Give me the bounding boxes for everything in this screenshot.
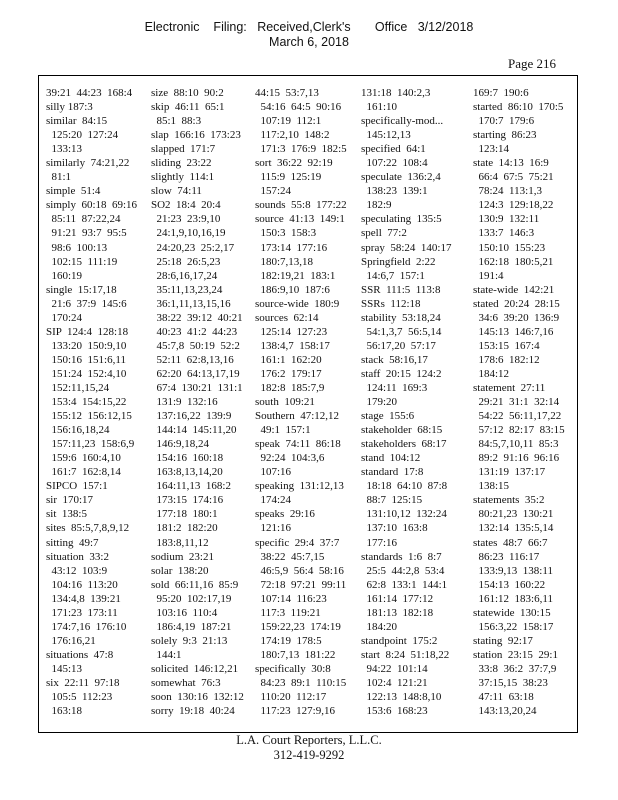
hearing-date: March 6, 2018: [269, 35, 349, 49]
index-entry: 49:1 157:1: [255, 424, 311, 437]
index-entry: sources 62:14: [255, 311, 319, 324]
index-entry: similar 84:15: [46, 115, 108, 128]
index-entry: 43:12 103:9: [46, 564, 108, 577]
index-entry: 184:12: [473, 367, 510, 380]
index-entry: 92:24 104:3,6: [255, 452, 325, 465]
index-entry: states 48:7 66:7: [473, 536, 548, 549]
index-column-5: [473, 86, 565, 718]
index-entry: standards 1:6 8:7: [361, 550, 442, 563]
index-entry: 154:16 160:18: [151, 452, 224, 465]
index-entry: 66:4 67:5 75:21: [473, 171, 554, 184]
index-entry: specified 64:1: [361, 143, 426, 156]
index-entry: slow 74:11: [151, 185, 202, 198]
index-entry: stability 53:18,24: [361, 311, 441, 324]
index-entry: 24:20,23 25:2,17: [151, 241, 235, 254]
index-entry: 152:11,15,24: [46, 381, 110, 394]
index-entry: somewhat 76:3: [151, 676, 221, 689]
index-entry: 181:2 182:20: [151, 522, 218, 535]
filing-stamp: Electronic Filing: Received,Clerk's Office 3/12/2018: [144, 20, 474, 34]
index-entry: 62:8 133:1 144:1: [361, 578, 448, 591]
index-entry: 25:5 44:2,8 53:4: [361, 564, 445, 577]
index-entry: situations 47:8: [46, 648, 114, 661]
index-entry: slap 166:16 173:23: [151, 129, 241, 142]
index-entry: 133:7 146:3: [473, 227, 535, 240]
index-entry: 117:3 119:21: [255, 606, 321, 619]
index-entry: station 23:15 29:1: [473, 648, 558, 661]
index-entry: 182:19,21 183:1: [255, 269, 336, 282]
index-entry: 14:6,7 157:1: [361, 269, 425, 282]
court-reporter-footer: [0, 733, 618, 763]
index-entry: 160:19: [46, 269, 83, 282]
index-entry: spray 58:24 140:17: [361, 241, 452, 254]
filing-header: [0, 20, 618, 50]
index-entry: 72:18 97:21 99:11: [255, 578, 347, 591]
index-column-3: [255, 86, 347, 718]
index-entry: soon 130:16 132:12: [151, 691, 244, 704]
index-entry: 24:1,9,10,16,19: [151, 227, 226, 240]
index-entry: 156:16,18,24: [46, 424, 110, 437]
index-entry: 191:4: [473, 269, 504, 282]
index-entry: 153:6 168:23: [361, 705, 428, 718]
index-entry: simply 60:18 69:16: [46, 199, 138, 212]
index-entry: south 109:21: [255, 396, 315, 409]
index-entry: 151:24 152:4,10: [46, 367, 127, 380]
index-entry: 163:18: [46, 705, 83, 718]
index-entry: 138:4,7 158:17: [255, 339, 330, 352]
index-entry: 54:22 56:11,17,22: [473, 410, 562, 423]
index-entry: 184:20: [361, 620, 398, 633]
index-entry: source 41:13 149:1: [255, 213, 345, 226]
index-entry: 98:6 100:13: [46, 241, 108, 254]
index-entry: skip 46:11 65:1: [151, 101, 225, 114]
index-entry: 153:15 167:4: [473, 339, 540, 352]
index-entry: 182:8 185:7,9: [255, 381, 325, 394]
index-entry: Springfield 2:22: [361, 255, 436, 268]
index-entry: 18:18 64:10 87:8: [361, 480, 448, 493]
index-entry: 85:11 87:22,24: [46, 213, 121, 226]
index-entry: 180:7,13 181:22: [255, 648, 336, 661]
index-entry: 105:5 112:23: [46, 691, 113, 704]
index-entry: 47:11 63:18: [473, 691, 534, 704]
index-entry: 57:12 82:17 83:15: [473, 424, 565, 437]
index-entry: SIP 124:4 128:18: [46, 325, 129, 338]
index-entry: 45:7,8 50:19 52:2: [151, 339, 240, 352]
index-entry: 155:12 156:12,15: [46, 410, 132, 423]
index-entry: 91:21 93:7 95:5: [46, 227, 127, 240]
index-entry: 176:16,21: [46, 634, 96, 647]
index-entry: 21:23 23:9,10: [151, 213, 221, 226]
index-entry: 180:7,13,18: [255, 255, 314, 268]
index-entry: 34:6 39:20 136:9: [473, 311, 560, 324]
index-entry: 117:2,10 148:2: [255, 129, 330, 142]
index-entry: solely 9:3 21:13: [151, 634, 228, 647]
index-entry: sir 170:17: [46, 494, 94, 507]
index-entry: SSR 111:5 113:8: [361, 283, 441, 296]
index-entry: SSRs 112:18: [361, 297, 421, 310]
index-entry: 145:12,13: [361, 129, 411, 142]
index-entry: 173:14 177:16: [255, 241, 328, 254]
index-entry: stakeholders 68:17: [361, 438, 447, 451]
index-entry: 163:8,13,14,20: [151, 466, 223, 479]
index-entry: solicited 146:12,21: [151, 662, 239, 675]
index-entry: stage 155:6: [361, 410, 415, 423]
index-entry: 39:21 44:23 168:4: [46, 87, 133, 99]
page-number: Page 216: [507, 56, 556, 71]
index-entry: 176:2 179:17: [255, 367, 322, 380]
index-entry: 161:10: [361, 101, 398, 114]
index-entry: 122:13 148:8,10: [361, 691, 442, 704]
index-entry: sliding 23:22: [151, 157, 212, 170]
index-entry: 29:21 31:1 32:14: [473, 396, 560, 409]
index-entry: 145:13: [46, 662, 83, 675]
index-entry: 104:16 113:20: [46, 578, 118, 591]
index-entry: 156:3,22 158:17: [473, 620, 554, 633]
index-entry: 133:13: [46, 143, 83, 156]
index-entry: 54:1,3,7 56:5,14: [361, 325, 442, 338]
index-entry: 161:12 183:6,11: [473, 592, 553, 605]
index-entry: 146:9,18,24: [151, 438, 210, 451]
index-entry: 56:17,20 57:17: [361, 339, 436, 352]
index-entry: 179:20: [361, 396, 398, 409]
index-entry: 133:9,13 138:11: [473, 564, 553, 577]
index-entry: 186:4,19 187:21: [151, 620, 232, 633]
index-entry: 161:7 162:8,14: [46, 466, 121, 479]
index-entry: speaking 131:12,13: [255, 480, 344, 493]
index-entry: 159:22,23 174:19: [255, 620, 341, 633]
index-entry: 121:16: [255, 522, 292, 535]
index-entry: 102:4 121:21: [361, 676, 428, 689]
index-entry: standpoint 175:2: [361, 634, 438, 647]
index-entry: 110:20 112:17: [255, 691, 327, 704]
reporter-phone: 312-419-9292: [273, 748, 345, 762]
index-entry: 28:6,16,17,24: [151, 269, 218, 282]
index-entry: started 86:10 170:5: [473, 101, 564, 114]
index-entry: 107:14 116:23: [255, 592, 327, 605]
index-entry: 137:16,22 139:9: [151, 410, 232, 423]
index-entry: stack 58:16,17: [361, 353, 428, 366]
index-entry: 62:20 64:13,17,19: [151, 367, 240, 380]
index-entry: 67:4 130:21 131:1: [151, 381, 243, 394]
index-entry: 143:13,20,24: [473, 705, 537, 718]
index-entry: 174:7,16 176:10: [46, 620, 127, 633]
index-entry: sitting 49:7: [46, 536, 99, 549]
index-entry: 178:6 182:12: [473, 353, 540, 366]
index-entry: 162:18 180:5,21: [473, 255, 554, 268]
index-entry: speculating 135:5: [361, 213, 442, 226]
index-entry: simple 51:4: [46, 185, 101, 198]
index-entry: slapped 171:7: [151, 143, 216, 156]
index-entry: starting 86:23: [473, 129, 537, 142]
index-entry: standard 17:8: [361, 466, 424, 479]
index-entry: solar 138:20: [151, 564, 209, 577]
index-entry: specifically 30:8: [255, 662, 331, 675]
index-entry: 21:6 37:9 145:6: [46, 297, 127, 310]
index-entry: 46:5,9 56:4 58:16: [255, 564, 344, 577]
index-entry: 164:11,13 168:2: [151, 480, 231, 493]
index-entry: speaks 29:16: [255, 508, 315, 521]
index-entry: silly 187:3: [46, 101, 93, 114]
index-entry: statements 35:2: [473, 494, 545, 507]
index-column-2: [151, 86, 244, 718]
index-entry: 103:16 110:4: [151, 606, 218, 619]
index-entry: stakeholder 68:15: [361, 424, 443, 437]
index-entry: 130:9 132:11: [473, 213, 540, 226]
index-entry: 177:18 180:1: [151, 508, 218, 521]
index-entry: 159:6 160:4,10: [46, 452, 121, 465]
index-entry: 161:1 162:20: [255, 353, 322, 366]
index-entry: statement 27:11: [473, 381, 546, 394]
index-entry: staff 20:15 124:2: [361, 367, 442, 380]
index-entry: 181:13 182:18: [361, 606, 434, 619]
index-entry: SIPCO 157:1: [46, 480, 108, 493]
index-entry: 169:7 190:6: [473, 87, 529, 99]
index-box: [38, 75, 578, 733]
index-entry: 37:15,15 38:23: [473, 676, 548, 689]
index-entry: 170:7 179:6: [473, 115, 535, 128]
index-entry: 138:15: [473, 480, 510, 493]
index-entry: 132:14 135:5,14: [473, 522, 554, 535]
index-entry: 86:23 116:17: [473, 550, 540, 563]
index-entry: sit 138:5: [46, 508, 87, 521]
index-entry: 84:5,7,10,11 85:3: [473, 438, 559, 451]
index-entry: 150:16 151:6,11: [46, 353, 126, 366]
index-entry: 157:11,23 158:6,9: [46, 438, 135, 451]
index-entry: slightly 114:1: [151, 171, 215, 184]
index-entry: 38:22 39:12 40:21: [151, 311, 243, 324]
index-entry: 133:20 150:9,10: [46, 339, 127, 352]
index-entry: 107:16: [255, 466, 292, 479]
index-entry: statewide 130:15: [473, 606, 551, 619]
index-entry: stating 92:17: [473, 634, 533, 647]
index-entry: single 15:17,18: [46, 283, 117, 296]
index-entry: 88:7 125:15: [361, 494, 423, 507]
index-entry: 144:14 145:11,20: [151, 424, 237, 437]
index-entry: spell 77:2: [361, 227, 407, 240]
reporter-name: L.A. Court Reporters, L.L.C.: [236, 733, 382, 747]
index-entry: 124:11 169:3: [361, 381, 428, 394]
index-entry: 54:16 64:5 90:16: [255, 101, 342, 114]
index-entry: 134:4,8 139:21: [46, 592, 121, 605]
index-entry: 52:11 62:8,13,16: [151, 353, 234, 366]
index-entry: 154:13 160:22: [473, 578, 546, 591]
index-entry: 125:14 127:23: [255, 325, 328, 338]
index-entry: 150:10 155:23: [473, 241, 546, 254]
index-entry: 94:22 101:14: [361, 662, 428, 675]
index-entry: 145:13 146:7,16: [473, 325, 554, 338]
index-entry: 173:15 174:16: [151, 494, 224, 507]
index-entry: state-wide 142:21: [473, 283, 555, 296]
index-entry: 85:1 88:3: [151, 115, 202, 128]
index-entry: sounds 55:8 177:22: [255, 199, 347, 212]
index-entry: 138:23 139:1: [361, 185, 428, 198]
index-entry: 131:9 132:16: [151, 396, 218, 409]
index-entry: 107:19 112:1: [255, 115, 322, 128]
index-entry: 157:24: [255, 185, 292, 198]
index-entry: Southern 47:12,12: [255, 410, 340, 423]
index-entry: 36:1,11,13,15,16: [151, 297, 231, 310]
index-entry: 115:9 125:19: [255, 171, 322, 184]
index-entry: 186:9,10 187:6: [255, 283, 330, 296]
index-entry: 80:21,23 130:21: [473, 508, 554, 521]
index-entry: 125:20 127:24: [46, 129, 119, 142]
index-entry: 171:3 176:9 182:5: [255, 143, 347, 156]
index-entry: 44:15 53:7,13: [255, 87, 319, 99]
index-entry: 171:23 173:11: [46, 606, 118, 619]
index-entry: 177:16: [361, 536, 398, 549]
index-entry: speak 74:11 86:18: [255, 438, 341, 451]
index-entry: specifically-mod...: [361, 115, 444, 128]
index-entry: specific 29:4 37:7: [255, 536, 340, 549]
index-entry: sorry 19:18 40:24: [151, 705, 235, 718]
index-column-4: [361, 86, 451, 718]
index-entry: 102:15 111:19: [46, 255, 118, 268]
index-entry: 25:18 26:5,23: [151, 255, 221, 268]
index-entry: 131:18 140:2,3: [361, 87, 431, 99]
index-entry: 153:4 154:15,22: [46, 396, 127, 409]
index-entry: six 22:11 97:18: [46, 676, 120, 689]
index-entry: 123:14: [473, 143, 510, 156]
index-entry: 33:8 36:2 37:7,9: [473, 662, 557, 675]
index-entry: 78:24 113:1,3: [473, 185, 542, 198]
index-entry: sort 36:22 92:19: [255, 157, 333, 170]
index-entry: sold 66:11,16 85:9: [151, 578, 239, 591]
index-entry: 170:24: [46, 311, 83, 324]
index-entry: SO2 18:4 20:4: [151, 199, 221, 212]
index-entry: 35:11,13,23,24: [151, 283, 223, 296]
index-entry: 107:22 108:4: [361, 157, 428, 170]
index-column-1: [46, 86, 137, 718]
index-entry: 182:9: [361, 199, 392, 212]
index-entry: 131:19 137:17: [473, 466, 546, 479]
index-entry: 150:3 158:3: [255, 227, 317, 240]
index-entry: 40:23 41:2 44:23: [151, 325, 238, 338]
index-entry: stated 20:24 28:15: [473, 297, 560, 310]
index-entry: similarly 74:21,22: [46, 157, 130, 170]
index-entry: 84:23 89:1 110:15: [255, 676, 347, 689]
index-entry: source-wide 180:9: [255, 297, 340, 310]
index-entry: 89:2 91:16 96:16: [473, 452, 560, 465]
index-entry: start 8:24 51:18,22: [361, 648, 450, 661]
index-entry: speculate 136:2,4: [361, 171, 441, 184]
index-entry: stand 104:12: [361, 452, 421, 465]
index-entry: situation 33:2: [46, 550, 109, 563]
index-entry: 117:23 127:9,16: [255, 705, 335, 718]
index-entry: 174:19 178:5: [255, 634, 322, 647]
index-entry: 174:24: [255, 494, 292, 507]
index-entry: 81:1: [46, 171, 72, 184]
index-entry: sodium 23:21: [151, 550, 214, 563]
index-entry: sites 85:5,7,8,9,12: [46, 522, 130, 535]
index-entry: 38:22 45:7,15: [255, 550, 325, 563]
index-entry: 161:14 177:12: [361, 592, 434, 605]
index-entry: 137:10 163:8: [361, 522, 428, 535]
index-entry: 144:1: [151, 648, 182, 661]
index-entry: 131:10,12 132:24: [361, 508, 447, 521]
index-entry: 124:3 129:18,22: [473, 199, 554, 212]
index-entry: 183:8,11,12: [151, 536, 209, 549]
index-entry: state 14:13 16:9: [473, 157, 549, 170]
index-entry: 95:20 102:17,19: [151, 592, 232, 605]
index-entry: size 88:10 90:2: [151, 87, 224, 99]
